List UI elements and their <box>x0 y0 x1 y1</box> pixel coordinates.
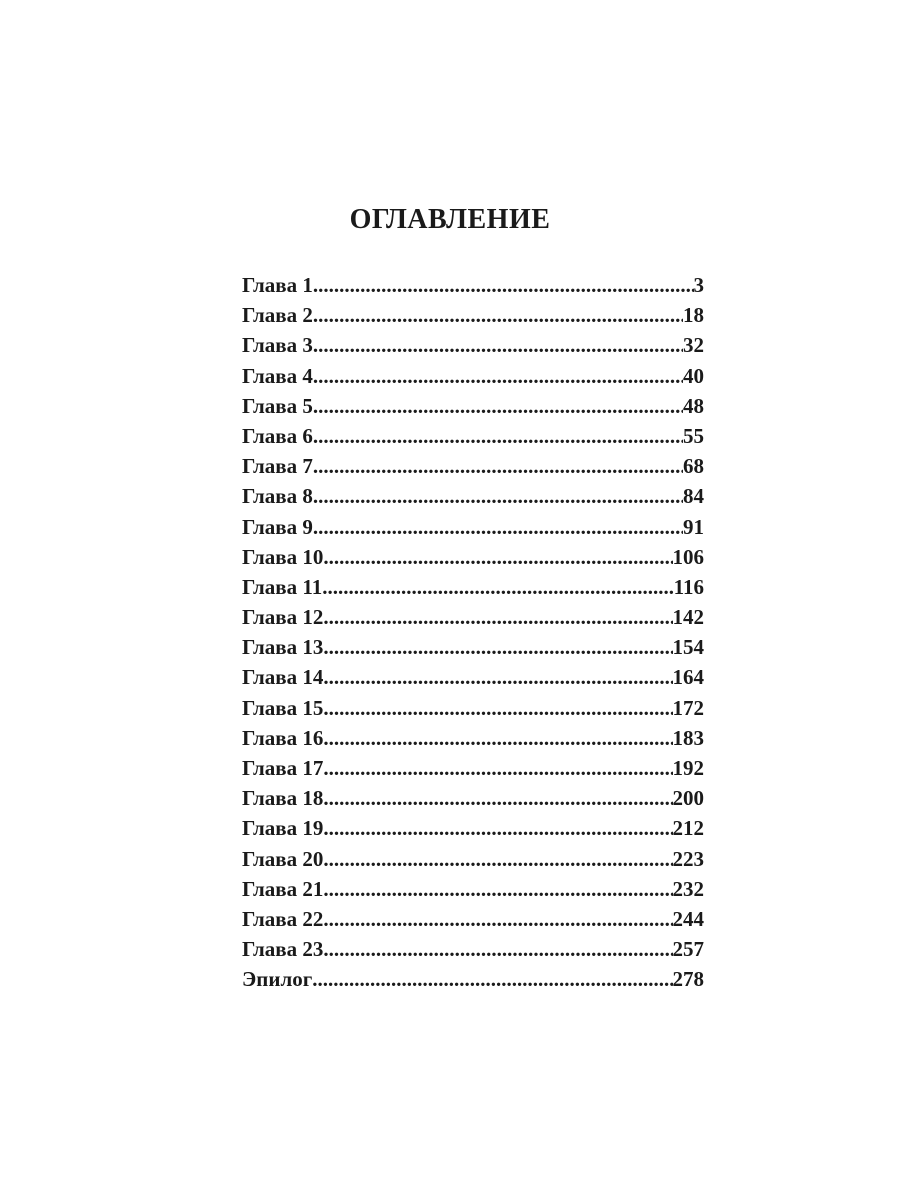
dot-leader <box>323 874 672 904</box>
toc-entry <box>242 753 704 783</box>
toc-entry-page: 183 <box>672 725 704 750</box>
toc-entry-epilogue <box>242 964 704 994</box>
toc-entry <box>242 572 704 602</box>
toc-entry-page: 142 <box>672 605 704 630</box>
toc-entry <box>242 451 704 481</box>
toc-entry <box>242 602 704 632</box>
toc-entry-label: Глава 18 <box>242 786 324 811</box>
toc-entry <box>242 844 704 874</box>
toc-entry <box>242 783 704 813</box>
dot-leader <box>313 361 683 391</box>
dot-leader <box>323 602 672 632</box>
dot-leader <box>323 934 672 964</box>
toc-entry <box>242 693 704 723</box>
toc-entry-page: 154 <box>672 635 704 660</box>
dot-leader <box>322 572 673 602</box>
toc-entry-page: 55 <box>683 423 704 448</box>
dot-leader <box>313 512 683 542</box>
toc-entry-label: Глава 9 <box>242 514 313 539</box>
toc-entry-page: 212 <box>672 816 704 841</box>
toc-entry-label: Глава 14 <box>242 665 324 690</box>
dot-leader <box>313 391 683 421</box>
toc-entry <box>242 481 704 511</box>
toc-entry-page: 172 <box>672 695 704 720</box>
toc-entry-page: 244 <box>672 906 704 931</box>
toc-entry-page: 48 <box>683 393 704 418</box>
dot-leader <box>323 632 672 662</box>
toc-entry-page: 40 <box>683 363 704 388</box>
toc-entry-page: 68 <box>683 454 704 479</box>
toc-entry-label: Глава 17 <box>242 756 324 780</box>
toc-entry-page: 91 <box>683 514 704 539</box>
toc-entry-label: Глава 4 <box>242 363 313 388</box>
toc-entry <box>242 662 704 692</box>
toc-entry <box>242 330 704 360</box>
toc-entry <box>242 934 704 964</box>
toc-entry-page: 257 <box>672 937 704 962</box>
dot-leader <box>323 693 672 723</box>
toc-entry <box>242 632 704 662</box>
toc-entry-page: 232 <box>672 876 704 901</box>
dot-leader <box>323 844 672 874</box>
toc-entry-label: Глава 15 <box>242 695 324 720</box>
toc-entry <box>242 421 704 451</box>
toc-entry-label: Глава 6 <box>242 423 313 448</box>
dot-leader <box>323 813 672 843</box>
dot-leader <box>323 904 672 934</box>
toc-entry-label: Глава 23 <box>242 937 324 962</box>
dot-leader <box>323 662 672 692</box>
toc-entry-page: 3 <box>693 273 704 297</box>
toc-entry-page: 106 <box>672 544 704 569</box>
dot-leader <box>313 300 683 330</box>
toc-entry-label: Глава 3 <box>242 333 313 358</box>
page-title: ОГЛАВЛЕНИЕ <box>349 204 551 235</box>
dot-leader <box>313 270 694 300</box>
toc-entry-label: Глава 8 <box>242 484 313 509</box>
table-of-contents <box>242 270 704 995</box>
toc-entry <box>242 874 704 904</box>
dot-leader <box>313 481 683 511</box>
toc-entry-page: 192 <box>672 756 704 780</box>
toc-entry-page: 84 <box>683 484 704 509</box>
toc-entry-page: 18 <box>683 303 704 328</box>
toc-entry-label: Глава 5 <box>242 393 313 418</box>
toc-entry <box>242 813 704 843</box>
toc-entry-label: Глава 20 <box>242 846 324 871</box>
toc-entry-page: 116 <box>673 574 704 599</box>
dot-leader <box>323 723 672 753</box>
toc-entry-label: Глава 21 <box>242 876 324 901</box>
dot-leader <box>313 451 683 481</box>
toc-entry-label: Глава 16 <box>242 725 324 750</box>
toc-entry <box>242 391 704 421</box>
toc-entry-label: Глава 10 <box>242 544 324 569</box>
toc-entry-label: Глава 19 <box>242 816 324 841</box>
toc-entry <box>242 904 704 934</box>
toc-entry-page: 32 <box>683 333 704 358</box>
toc-entry-page: 223 <box>672 846 704 871</box>
toc-entry-label: Глава 7 <box>242 454 313 479</box>
toc-entry <box>242 512 704 542</box>
toc-entry <box>242 361 704 391</box>
toc-entry <box>242 723 704 753</box>
toc-entry-label: Глава 13 <box>242 635 324 660</box>
toc-entry-label: Глава 22 <box>242 906 324 931</box>
toc-entry-page: 200 <box>672 786 704 811</box>
dot-leader <box>313 330 683 360</box>
toc-entry-page: 164 <box>672 665 704 690</box>
toc-entry <box>242 270 704 300</box>
toc-entry-label: Глава 2 <box>242 303 313 328</box>
toc-entry <box>242 542 704 572</box>
dot-leader <box>313 421 683 451</box>
toc-entry-label: Глава 11 <box>242 574 323 599</box>
dot-leader <box>323 783 672 813</box>
dot-leader <box>323 542 672 572</box>
toc-entry-page: 278 <box>672 967 704 992</box>
dot-leader <box>312 964 672 994</box>
toc-entry-label: Эпилог <box>242 967 313 992</box>
toc-entry-label: Глава 12 <box>242 605 324 630</box>
toc-entry-label: Глава 1 <box>242 273 313 297</box>
dot-leader <box>323 753 672 783</box>
toc-entry <box>242 300 704 330</box>
